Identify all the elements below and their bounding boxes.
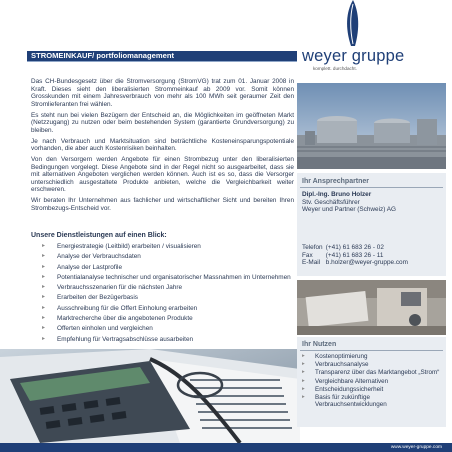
list-item: [42, 336, 294, 344]
list-item: [42, 253, 294, 261]
intro-paragraph: Wir beraten Ihr Unternehmen aus fachlicher und wirtschaftlicher Sicht und bereiten Ihren Strombezugs-Entscheid vor.: [31, 197, 294, 212]
contact-company: Weyer und Partner (Schweiz) AG: [302, 206, 397, 214]
brand-tagline: komplett. durchdacht.: [313, 66, 357, 71]
arrow-right-icon: ▸: [302, 353, 305, 359]
panel-divider: [300, 187, 443, 188]
service-label: Analyse der Verbrauchsdaten: [57, 253, 141, 261]
arrow-right-icon: ▸: [42, 325, 46, 332]
arrow-right-icon: ▸: [42, 263, 46, 270]
benefits-title: Ihr Nutzen: [302, 341, 337, 348]
list-item: [302, 378, 442, 385]
arrow-right-icon: ▸: [302, 393, 305, 400]
contact-role: Stv. Geschäftsführer: [302, 198, 360, 206]
contact-panel: [297, 173, 446, 276]
intro-paragraph: Es steht nun bei vielen Bezügern der Entscheid an, die Möglichkeiten im geöffneten Markt (Netzzugang) zu nutzen oder beim bestehenden System (garantierte Grundversorgung) zu bleiben.: [31, 111, 294, 134]
benefits-panel: [297, 337, 446, 427]
benefit-label: Transparenz über das Marktangebot „Strom“: [315, 369, 440, 377]
fax-value: (+41) 61 683 26 - 11: [325, 251, 384, 259]
service-label: Offerten einholen und vergleichen: [57, 325, 153, 333]
benefit-label: Entscheidungssicherheit: [315, 385, 384, 393]
fax-label: Fax: [302, 251, 313, 259]
arrow-right-icon: ▸: [42, 253, 46, 260]
arrow-right-icon: ▸: [42, 273, 46, 280]
arrow-right-icon: ▸: [302, 361, 305, 368]
footer-bar: [0, 443, 452, 452]
intro-paragraph: Je nach Verbrauch und Marktsituation sind beträchtliche Kosteneinsparungspotentiale vorhanden, die aber auch Kostenrisiken beinhalten.: [31, 137, 294, 153]
services-title: Unsere Dienstleistungen auf einen Blick:: [31, 232, 167, 239]
service-label: Marktrecherche über die angebotenen Produkte: [57, 315, 193, 323]
phone-value[interactable]: (+41) 61 683 26 - 02: [325, 244, 384, 251]
list-item: [302, 386, 442, 393]
list-item: [42, 284, 294, 292]
service-label: Ausschreibung für die Offert Einholung erarbeiten: [57, 304, 198, 312]
list-item: [42, 264, 294, 272]
footer-website-link[interactable]: www.weyer-gruppe.com: [390, 445, 442, 450]
arrow-right-icon: ▸: [302, 377, 305, 384]
contact-fax-row: [302, 252, 408, 260]
service-label: Empfehlung für Vertragsabschlüsse ausarbeiten: [57, 335, 194, 343]
desk-photo: [297, 280, 446, 335]
benefit-label: Basis für zukünftige Verbrauchsentwicklungen: [315, 393, 387, 409]
arrow-right-icon: ▸: [42, 243, 46, 249]
email-label: E-Mail: [302, 259, 321, 267]
benefit-label: Verbrauchsanalyse: [315, 361, 369, 369]
benefit-label: Vergleichbare Alternativen: [315, 377, 389, 385]
contact-name: Dipl.-Ing. Bruno Holzer: [302, 191, 372, 198]
arrow-right-icon: ▸: [302, 369, 305, 376]
list-item: [42, 325, 294, 333]
list-item: [302, 353, 442, 360]
service-label: Erarbeiten der Bezügerbasis: [57, 294, 138, 302]
list-item: [302, 361, 442, 368]
list-item: [42, 243, 294, 251]
intro-paragraph: Von den Versorgern werden Angebote für einen Strombezug unter den liberalisierten Bedingungen vorgelegt. Diese Angebote sind in der Regel nicht so ausgearbeitet, dass sie mit alternativen Angeboten verglichen werden können. Auch ist es so, dass die Versorger unterschiedlich ausgestaltete Produkte anbieten, welche die Vergleichbarkeit weiter erschweren.: [31, 155, 294, 194]
feather-logo-icon: [336, 0, 370, 46]
phone-label: Telefon: [302, 244, 323, 251]
list-item: [42, 305, 294, 313]
page-title: STROMEINKAUF/ portfoliomanagement: [27, 51, 297, 61]
arrow-right-icon: ▸: [42, 335, 46, 342]
list-item: [302, 369, 442, 376]
contact-details: [302, 244, 408, 267]
title-divider: [27, 61, 297, 62]
power-plant-photo: [297, 83, 446, 169]
arrow-right-icon: ▸: [42, 315, 46, 322]
contact-email-row: [302, 259, 408, 267]
service-label: Potentialanalyse technischer und organisatorischer Massnahmen im Unternehmen: [57, 273, 291, 281]
arrow-right-icon: ▸: [42, 294, 46, 301]
list-item: [42, 294, 294, 302]
list-item: [302, 394, 442, 409]
service-label: Energiestrategie (Leitbild) erarbeiten / visualisieren: [57, 243, 201, 250]
calculator-photo: [0, 349, 300, 443]
arrow-right-icon: ▸: [302, 385, 305, 392]
service-label: Verbrauchsszenarien für die nächsten Jahre: [57, 284, 183, 292]
email-link[interactable]: b.holzer@weyer-gruppe.com: [325, 259, 408, 267]
brand-name: weyer gruppe: [302, 47, 405, 65]
intro-text: [31, 78, 294, 215]
arrow-right-icon: ▸: [42, 284, 46, 291]
arrow-right-icon: ▸: [42, 304, 46, 311]
list-item: [42, 315, 294, 323]
list-item: [42, 274, 294, 282]
contact-title: Ihr Ansprechpartner: [302, 178, 370, 185]
contact-person: [302, 191, 396, 214]
intro-paragraph: Das CH-Bundesgesetz über die Stromversorgung (StromVG) trat zum 01. Januar 2008 in Kraft. Dieses sieht den liberalisierten Strommeinkauf ab 2009 vor. Somit können Grosskunden mit einem Jahresverbrauch von mehr als 100 MWh seit geraumer Zeit den Stromlieferanten frei wählen.: [31, 78, 294, 108]
service-label: Analyse der Lastprofile: [57, 263, 123, 271]
contact-phone-row: [302, 244, 408, 252]
panel-divider: [300, 350, 443, 351]
benefit-label: Kostenoptimierung: [315, 353, 368, 360]
services-list: [42, 243, 294, 346]
benefits-list: [302, 353, 442, 409]
